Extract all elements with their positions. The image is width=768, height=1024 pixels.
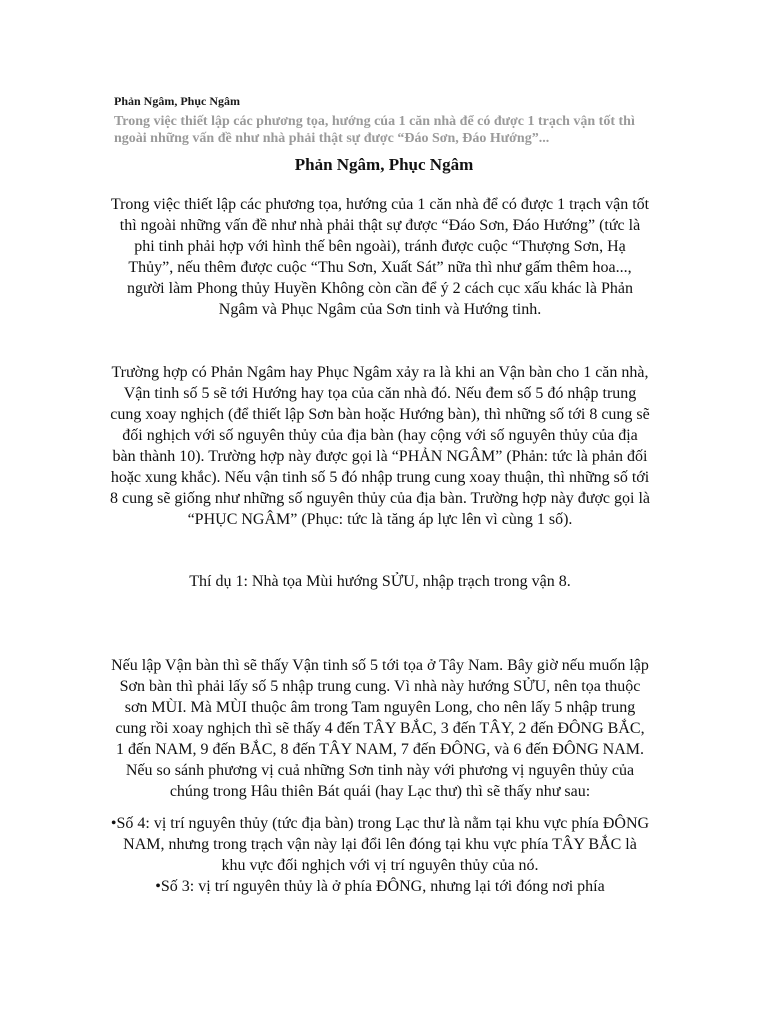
article-title: Phản Ngâm, Phục Ngâm xyxy=(294,155,474,174)
paragraph-bullets: •Số 4: vị trí nguyên thủy (tức địa bàn) trong Lạc thư là nằm tại khu vực phía ĐÔNG NAM, nhưng trong trạch vận này lại đổi lên đóng tại khu vực phía TÂY BẮC là khu vực đối nghịch với vị trí nguyên thủy của nó. •Số 3: vị trí nguyên thủy là ở phía ĐÔNG, nhưng lại tới đóng nơi phía xyxy=(110,815,650,895)
header-title: Phản Ngâm, Phục Ngâm xyxy=(114,94,241,108)
header-summary: Trong việc thiết lập các phương tọa, hướng cúa 1 căn nhà để có được 1 trạch vận tốt thì ngoài những vấn đề như nhà phải thật sự được “Đáo Sơn, Đáo Hướng”... xyxy=(114,114,635,146)
paragraph-definition: Trường hợp có Phản Ngâm hay Phục Ngâm xảy ra là khi an Vận bàn cho 1 căn nhà, Vận tinh số 5 sẽ tới Hướng hay tọa của căn nhà đó. Nếu đem số 5 đó nhập trung cung xoay nghịch (để thiết lập Sơn bàn hoặc Hướng bàn), thì những số tới 8 cung sẽ đối nghịch với số nguyên thủy của địa bàn (hay cộng với số nguyên thủy của địa bàn thành 10). Trường hợp này được gọi là “PHẢN NGÂM” (Phản: tức là phản đối hoặc xung khắc). Nếu vận tinh số 5 đó nhập trung cung xoay thuận, thì những số tới 8 cung sẽ giống như những số nguyên thủy của địa bàn. Trường hợp này được gọi là “PHỤC NGÂM” (Phục: tức là tăng áp lực lên vì cùng 1 số). xyxy=(110,364,651,528)
paragraph-intro: Trong việc thiết lập các phương tọa, hướng của 1 căn nhà để có được 1 trạch vận tốt thì ngoài những vấn đề như nhà phải thật sự được “Đáo Sơn, Đáo Hướng” (tức là phi tinh phải hợp với hình thế bên ngoài), tránh được cuộc “Thượng Sơn, Hạ Thủy”, nếu thêm được cuộc “Thu Sơn, Xuất Sát” nữa thì như gấm thêm hoa..., người làm Phong thủy Huyền Không còn cần để ý 2 cách cục xấu khác là Phản Ngâm và Phục Ngâm của Sơn tinh và Hướng tinh. xyxy=(110,196,650,318)
paragraph-example-title: Thí dụ 1: Nhà tọa Mùi hướng SỬU, nhập trạch trong vận 8. xyxy=(189,573,571,590)
paragraph-example-explanation: Nếu lập Vận bàn thì sẽ thấy Vận tinh số 5 tới tọa ở Tây Nam. Bây giờ nếu muốn lập Sơn bàn thì phải lấy số 5 nhập trung cung. Vì nhà này hướng SỬU, nên tọa thuộc sơn MÙI. Mà MÙI thuộc âm trong Tam nguyên Long, cho nên lấy 5 nhập trung cung rồi xoay nghịch thì sẽ thấy 4 đến TÂY BẮC, 3 đến TÂY, 2 đến ĐÔNG BẮC, 1 đến NAM, 9 đến BẮC, 8 đến TÂY NAM, 7 đến ĐÔNG, và 6 đến ĐÔNG NAM. Nếu so sánh phương vị cuả những Sơn tinh này với phương vị nguyên thủy của chúng trong Hâu thiên Bát quái (hay Lạc thư) thì sẽ thấy như sau: xyxy=(111,657,649,800)
